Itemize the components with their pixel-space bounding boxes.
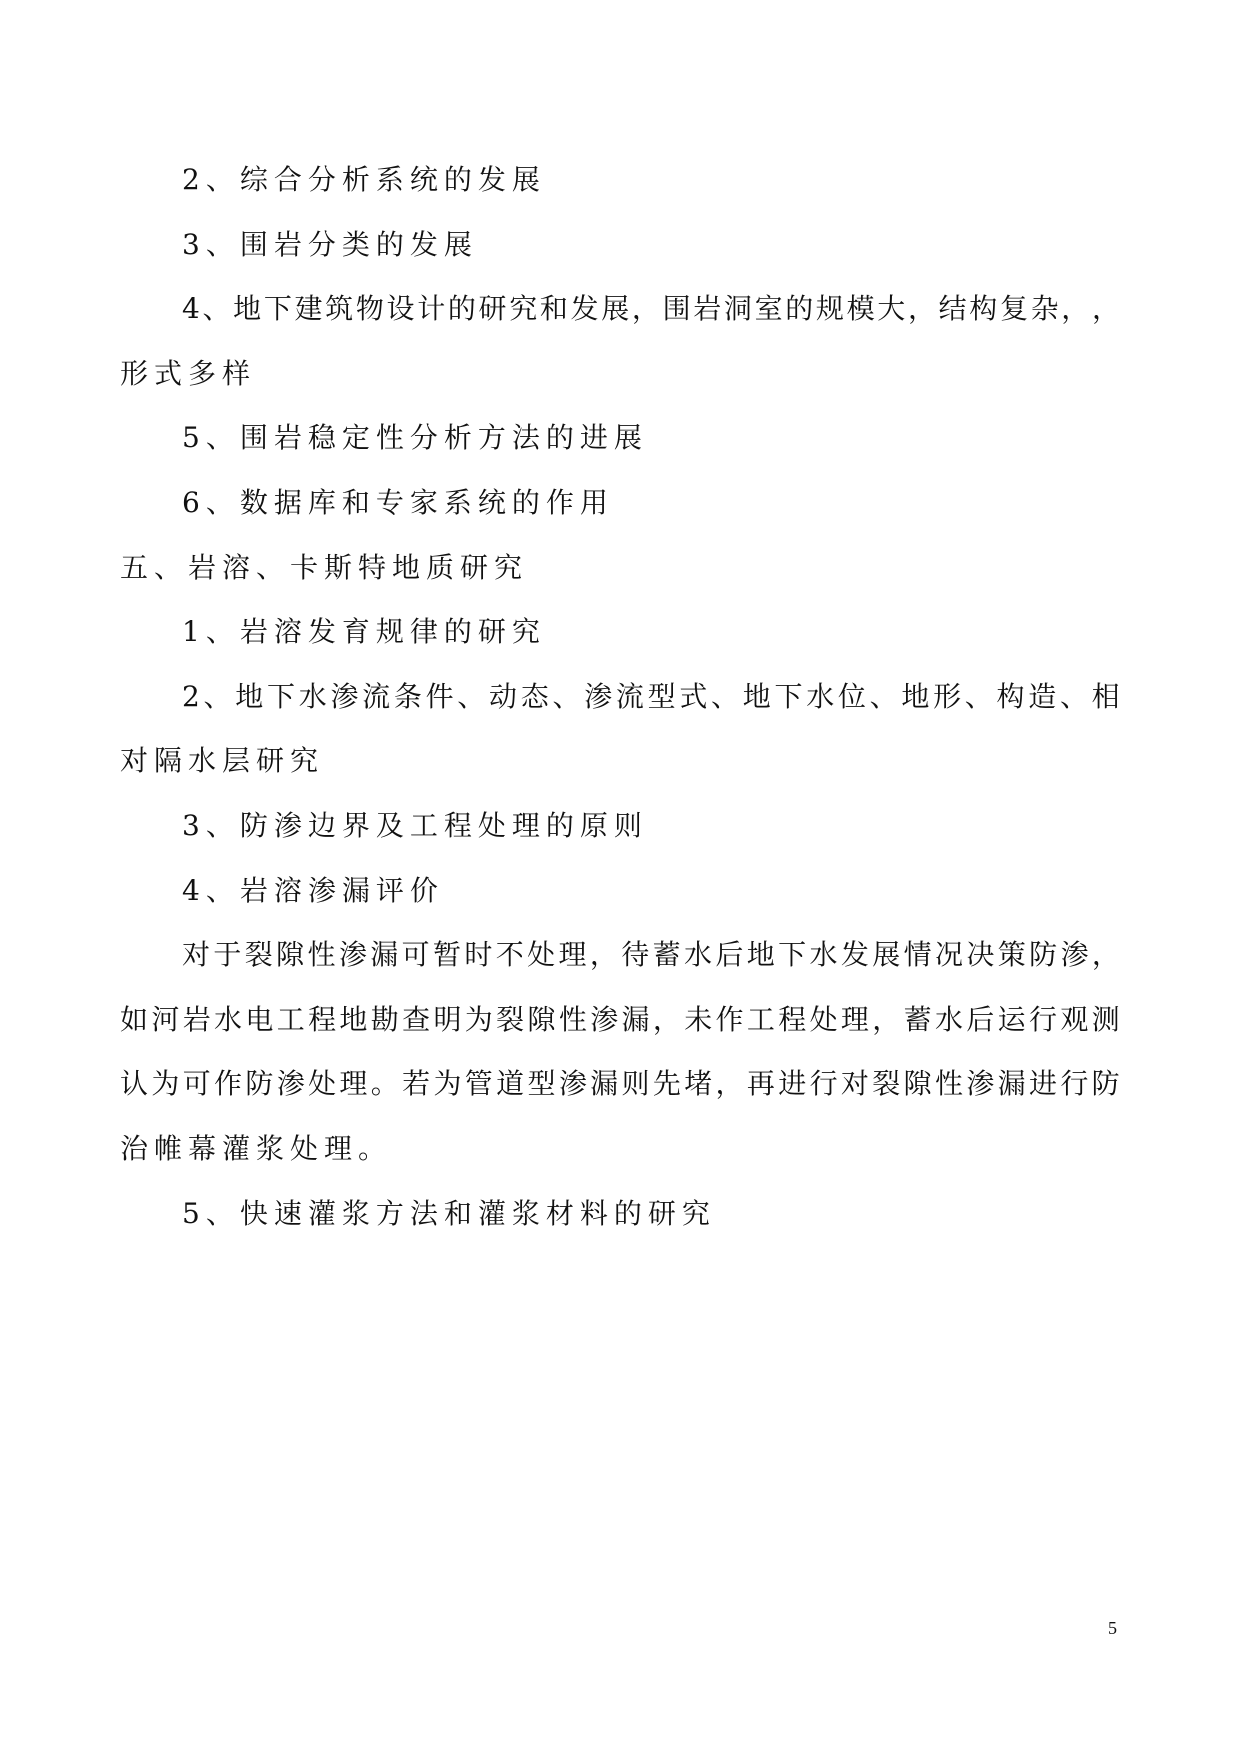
page-number: 5 [1108, 1618, 1117, 1638]
text-line: 认 为 可 作 防 渗 处 理 。 若 为 管 道 型 渗 漏 则 先 堵 ， 再 进 行 对 裂 隙 性 渗 漏 进 行 防 [120, 1067, 1120, 1101]
text-line: 形式多样 [120, 356, 257, 390]
text-line: 3、围岩分类的发展 [182, 227, 478, 261]
text-line: 2、综合分析系统的发展 [182, 163, 546, 196]
text-line: 6、数据库和专家系统的作用 [182, 485, 614, 519]
text-line: 4、岩溶渗漏评价 [182, 873, 444, 907]
document-body [120, 148, 1120, 1246]
text-line: 5、快速灌浆方法和灌浆材料的研究 [182, 1196, 716, 1230]
text-line: 对隔水层研究 [120, 744, 325, 778]
text-line: 2 、 地 下 水 渗 流 条 件 、 动 态 、 渗 流 型 式 、 地 下 水 位 、 地 形 、 构 造 、 相 [182, 679, 1120, 713]
text-line: 如 河 岩 水 电 工 程 地 勘 查 明 为 裂 隙 性 渗 漏 ， 未 作 工 程 处 理 ， 蓄 水 后 运 行 观 测 [120, 1002, 1120, 1036]
text-line: 五、岩溶、卡斯特地质研究 [120, 550, 529, 584]
text-line: 4 、 地 下 建 筑 物 设 计 的 研 究 和 发 展 ， 围 岩 洞 室 的 规 模 大 ， 结 构 复 杂 ， ， [182, 292, 1120, 326]
text-line: 5、围岩稳定性分析方法的进展 [182, 421, 648, 455]
text-line: 1、岩溶发育规律的研究 [182, 615, 546, 649]
text-line: 治帷幕灌浆处理。 [120, 1131, 393, 1165]
text-line: 3、防渗边界及工程处理的原则 [182, 808, 648, 842]
text-line: 对 于 裂 隙 性 渗 漏 可 暂 时 不 处 理 ， 待 蓄 水 后 地 下 水 发 展 情 况 决 策 防 渗 ， [182, 938, 1120, 972]
